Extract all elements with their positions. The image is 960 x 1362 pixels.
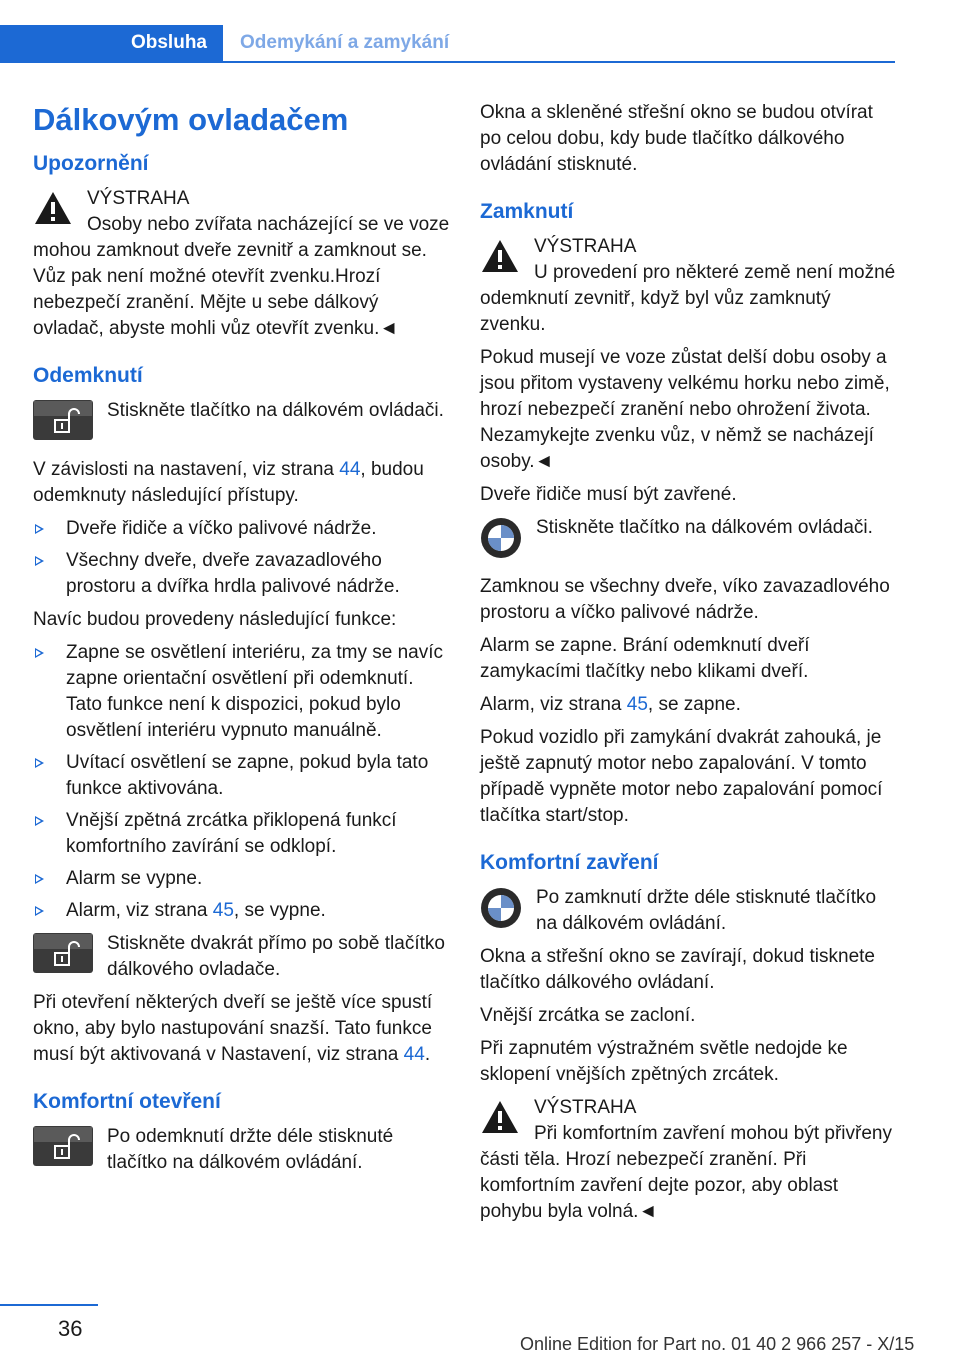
unlock-key-icon	[33, 400, 93, 440]
lock-instruction	[480, 515, 898, 567]
list-item: Alarm se vypne.	[33, 866, 451, 892]
also-functions: Navíc budou provedeny následující funkce:	[33, 609, 397, 630]
list-item: Dveře řidiče a víčko palivové nádrže.	[33, 516, 451, 542]
lock-result: Zamknou se všechny dveře, víko zavazadlového prostoru a víčko palivové nádrže.	[480, 576, 890, 623]
comfort-close-text3: Při zapnutém výstražném světle nedojde ke sklopení vnějších zpětných zrcátek.	[480, 1038, 848, 1085]
warning-label: VÝSTRAHA	[534, 236, 637, 257]
warning-label: VÝSTRAHA	[87, 188, 190, 209]
heading-komfortni-otevreni: Komfortní otevření	[33, 1090, 221, 1113]
comfort-close-text1: Okna a střešní okno se zavírají, dokud tisknete tlačítko dálkového ovládaní.	[480, 946, 875, 993]
unlock-instruction	[33, 398, 451, 450]
double-press-text: Stiskněte dvakrát přímo po sobě tlačítko dálkového ovladače.	[107, 933, 445, 980]
list-item: Všechny dveře, dveře zavazadlového prostoru a dvířka hrdla palivové nádrže.	[33, 548, 451, 600]
comfort-close-instruction	[480, 885, 898, 937]
list-item: Vnější zpětná zrcátka přiklopená funkcí komfortního zavírání se odklopí.	[33, 808, 451, 860]
warning-block	[33, 186, 451, 342]
page-link-45[interactable]: 45	[626, 694, 648, 715]
comfort-close-text2: Vnější zrcátka se zacloní.	[480, 1005, 696, 1026]
window-text: Při otevření některých dveří se ještě více spustí okno, aby bylo nastupování snazší. Tato funkce musí být aktivovaná v Nastavení, viz strana 44.	[33, 992, 433, 1065]
warning-text: Při komfortním zavření mohou být přivřeny části těla. Hrozí nebezpečí zranění. Při komfortním zavření dejte pozor, aby oblast pohybu byla volná.◄	[480, 1123, 892, 1222]
header-rule	[0, 61, 895, 63]
double-press-instruction	[33, 931, 451, 983]
warning-block	[480, 234, 898, 338]
warning-text: U provedení pro některé země není možné odemknutí zevnitř, když byl vůz zamknutý zvenku.	[480, 262, 896, 335]
warning-triangle-icon	[480, 238, 520, 274]
page-link-44[interactable]: 44	[339, 459, 361, 480]
dep-after: , budou odemknuty následující přístupy.	[33, 459, 424, 506]
list-item: Uvítací osvětlení se zapne, pokud byla tato funkce aktivována.	[33, 750, 451, 802]
list-item: Alarm, viz strana 45, se vypne.	[33, 898, 451, 924]
comfort-open-instruction	[33, 1124, 451, 1176]
warning-text: Osoby nebo zvířata nacházející se ve voze mohou zamknout dveře zevnitř a zamknout se. Vůz pak není možné otevřít zvenku.Hrozí nebezpečí zranění. Mějte u sebe dálkový ovladač, abyste mohli vůz otevřít zvenku.◄	[33, 214, 450, 339]
bmw-logo-icon	[480, 517, 522, 559]
warning-block	[480, 1095, 898, 1225]
lock-instruction-text: Stiskněte tlačítko na dálkovém ovládači.	[536, 517, 873, 538]
windows-text: Okna a skleněné střešní okno se budou otvírat po celou dobu, kdy bude tlačítko dálkového ovládání stisknuté.	[480, 102, 873, 175]
footer-rule	[0, 1304, 98, 1306]
tab-odemykani[interactable]: Odemykání a zamykání	[240, 32, 450, 53]
list-item: Zapne se osvětlení interiéru, za tmy se navíc zapne orientační osvětlení při odemknutí. Tato funkce není k dispozici, pokud bylo osvětlení interiéru vypnuto manuálně.	[33, 640, 451, 744]
unlock-functions-list	[33, 640, 451, 924]
bmw-logo-icon	[480, 887, 522, 929]
page-link-45[interactable]: 45	[212, 900, 234, 921]
heading-zamknuti: Zamknutí	[480, 200, 574, 223]
footer-edition: Online Edition for Part no. 01 40 2 966 257 - X/15	[520, 1334, 915, 1354]
unlock-instruction-text: Stiskněte tlačítko na dálkovém ovládači.	[107, 400, 444, 421]
dep-text: V závislosti na nastavení, viz strana	[33, 459, 340, 480]
comfort-close-text: Po zamknutí držte déle stisknuté tlačítko na dálkovém ovládání.	[536, 887, 877, 934]
warning-triangle-icon	[33, 190, 73, 226]
right-column	[480, 100, 898, 1232]
page-header	[0, 25, 895, 63]
door-closed: Dveře řidiče musí být zavřené.	[480, 484, 737, 505]
page-title: Dálkovým ovladačem	[33, 102, 349, 137]
honk-text: Pokud vozidlo při zamykání dvakrát zahouká, je ještě zapnutý motor nebo zapalování. V tomto případě vypněte motor nebo zapalování pomocí tlačítka start/stop.	[480, 727, 883, 826]
alarm-ref: Alarm, viz strana 45, se zapne.	[480, 694, 741, 715]
unlock-dependency	[33, 457, 451, 509]
unlock-access-list	[33, 516, 451, 600]
tab-obsluha[interactable]: Obsluha	[0, 25, 223, 61]
page-link-44[interactable]: 44	[403, 1044, 425, 1065]
heading-upozorneni: Upozornění	[33, 152, 149, 175]
unlock-key-icon	[33, 1126, 93, 1166]
unlock-key-icon	[33, 933, 93, 973]
warning-triangle-icon	[480, 1099, 520, 1135]
alarm-on: Alarm se zapne. Brání odemknutí dveří zamykacími tlačítky nebo klikami dveří.	[480, 635, 810, 682]
warning-label: VÝSTRAHA	[534, 1097, 637, 1118]
heading-komfortni-zavreni: Komfortní zavření	[480, 851, 659, 874]
warning-text-2: Pokud musejí ve voze zůstat delší dobu osoby a jsou přitom vystaveny velkému horku nebo zimě, hrozí nebezpečí zranění nebo ohrožení života. Nezamykejte zvenku vůz, v němž se nacházejí osoby.◄	[480, 347, 890, 472]
comfort-open-text: Po odemknutí držte déle stisknuté tlačítko na dálkovém ovládání.	[107, 1126, 394, 1173]
heading-odemknuti: Odemknutí	[33, 364, 143, 387]
left-column	[33, 100, 451, 1183]
page-number: 36	[58, 1316, 83, 1341]
